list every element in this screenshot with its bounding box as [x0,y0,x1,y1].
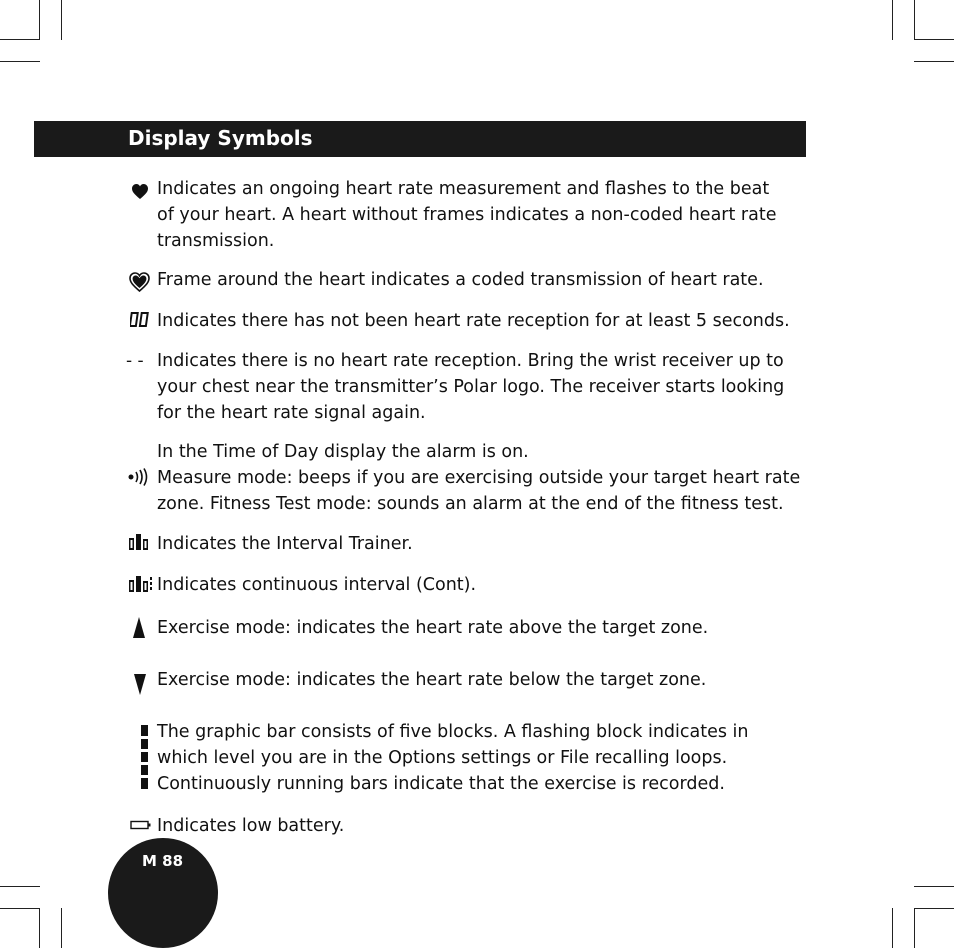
heart-description: Indicates an ongoing heart rate measurement and flashes to the beat of your heart. A heart without frames indicates a non-coded heart rate transmission. [157,179,777,251]
framed-heart-description: Frame around the heart indicates a coded transmission of heart rate. [157,270,764,290]
dash-dash-icon: - - [126,351,144,371]
crop-mark [914,0,915,40]
below-target-description: Exercise mode: indicates the heart rate below the target zone. [157,670,707,690]
zero-zero-icon [130,311,151,329]
crop-mark [0,39,40,40]
section-title-bar [34,121,806,157]
section-title: Display Symbols [128,126,313,150]
framed-heart-icon [129,272,150,292]
crop-mark [0,61,40,62]
up-arrow-icon [132,617,146,639]
low-battery-description: Indicates low battery. [157,816,345,836]
crop-mark [39,908,40,948]
crop-mark [914,908,915,948]
continuous-interval-icon [128,575,154,593]
page-number: M 88 [142,852,184,870]
crop-mark [0,908,40,909]
continuous-interval-description: Indicates continuous interval (Cont). [157,575,477,595]
crop-mark [61,908,62,948]
down-arrow-icon [133,674,147,696]
crop-mark [914,908,954,909]
zero-zero-description: Indicates there has not been heart rate reception for at least 5 seconds. [157,311,790,331]
crop-mark [39,0,40,40]
crop-mark [0,886,40,887]
graphic-bar-description: The graphic bar consists of five blocks. A flashing block indicates in which level you are in the Options settings or File recalling loops. Continuously running bars indicate that the exercise is recorded. [157,722,749,794]
graphic-bar-icon [140,725,150,791]
crop-mark [892,0,893,40]
alarm-icon [127,468,149,486]
crop-mark [892,908,893,948]
interval-trainer-icon [128,533,150,551]
alarm-description: In the Time of Day display the alarm is on. Measure mode: beeps if you are exercising outside your target heart rate zone. Fitness Test mode: sounds an alarm at the end of the fitness test. [157,442,801,514]
crop-mark [61,0,62,40]
crop-mark [914,61,954,62]
above-target-description: Exercise mode: indicates the heart rate above the target zone. [157,618,709,638]
crop-mark [914,39,954,40]
low-battery-icon [130,820,152,830]
heart-icon [131,183,149,200]
interval-trainer-description: Indicates the Interval Trainer. [157,534,413,554]
no-reception-description: Indicates there is no heart rate reception. Bring the wrist receiver up to your chest near the transmitter’s Polar logo. The receiver starts looking for the heart rate signal again. [157,351,785,423]
crop-mark [914,886,954,887]
